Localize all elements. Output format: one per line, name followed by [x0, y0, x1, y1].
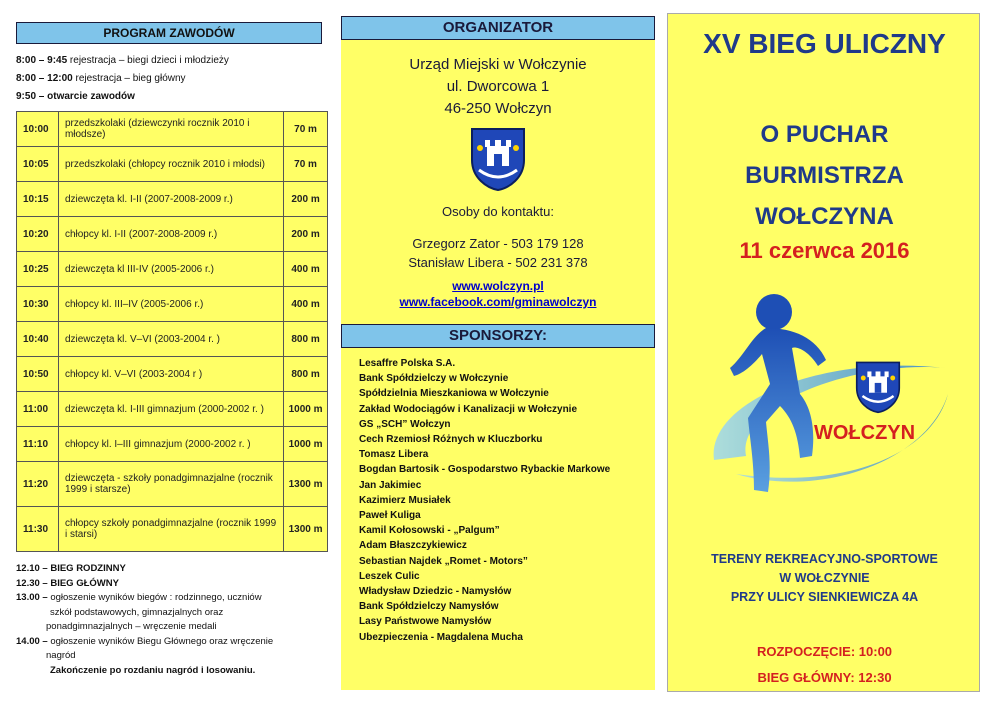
schedule-row [17, 112, 328, 147]
schedule-description: dziewczęta - szkoły ponadgimnazjalne (rocznik 1999 i starsze) [58, 462, 283, 507]
schedule-row [17, 507, 328, 552]
schedule-row [17, 182, 328, 217]
schedule-description: chłopcy kl. V–VI (2003-2004 r ) [58, 357, 283, 392]
bullet-icon [345, 493, 359, 508]
runner-logo-icon [696, 284, 966, 504]
sponsor-name: Kazimierz Musiałek [359, 494, 451, 506]
event-date: 11 czerwca 2016 [739, 238, 910, 263]
address-line: 46-250 Wołczyn [444, 100, 552, 117]
schedule-distance: 1000 m [284, 427, 328, 462]
organizer-address [341, 54, 655, 120]
pre-line: 8:00 – 12:00 rejestracja – bieg główny [16, 73, 186, 84]
schedule-distance: 800 m [284, 357, 328, 392]
schedule-row [17, 357, 328, 392]
sponsor-name: Paweł Kuliga [359, 510, 421, 522]
sponsor-name: Leszek Culic [359, 570, 420, 582]
contacts-list [341, 234, 655, 272]
title-panel [667, 13, 980, 692]
post-line: 12.10 – BIEG RODZINNY [16, 563, 126, 574]
sponsor-name: Kamil Kołosowski - „Palgum” [359, 525, 500, 537]
organizer-panel [341, 16, 655, 690]
post-line: 13.00 – ogłoszenie wyników biegów : rodzinnego, uczniów [16, 592, 262, 603]
schedule-row [17, 392, 328, 427]
sponsor-name: Władysław Dziedzic - Namysłów [359, 586, 512, 598]
sponsor-item [345, 478, 651, 493]
pre-line: 9:50 – otwarcie zawodów [16, 91, 135, 102]
start-time: ROZPOCZĘCIE: 10:00 [756, 644, 893, 659]
facebook-link[interactable]: www.facebook.com/gminawolczyn [399, 295, 597, 309]
schedule-distance: 400 m [284, 252, 328, 287]
schedule-table [16, 111, 328, 552]
bullet-icon [345, 356, 359, 371]
sponsor-name: Spółdzielnia Mieszkaniowa w Wołczynie [359, 388, 549, 400]
schedule-description: chłopcy szkoły ponadgimnazjalne (rocznik 1999 i starsi) [58, 507, 283, 552]
address-line: ul. Dworcowa 1 [446, 78, 550, 95]
sponsor-item [345, 417, 651, 432]
schedule-description: dziewczęta kl. V–VI (2003-2004 r. ) [58, 322, 283, 357]
sponsor-item [345, 462, 651, 477]
schedule-distance: 1000 m [284, 392, 328, 427]
bullet-icon [345, 508, 359, 523]
schedule-distance: 1300 m [284, 507, 328, 552]
venue [668, 550, 981, 607]
schedule-distance: 200 m [284, 182, 328, 217]
venue-line: PRZY ULICY SIENKIEWICZA 4A [730, 590, 919, 604]
event-title: XV BIEG ULICZNY [703, 28, 946, 59]
event-subtitle [668, 114, 981, 237]
city-name: WOŁCZYN [814, 422, 916, 444]
sponsor-name: Lesaffre Polska S.A. [359, 358, 456, 369]
schedule-time: 11:20 [17, 462, 59, 507]
schedule-row [17, 322, 328, 357]
schedule-description: chłopcy kl. I–III gimnazjum (2000-2002 r. ) [58, 427, 283, 462]
schedule-time: 11:00 [17, 392, 59, 427]
contact-line: Stanisław Libera - 502 231 378 [408, 255, 588, 270]
schedule-time: 10:20 [17, 217, 59, 252]
schedule-distance: 200 m [284, 217, 328, 252]
post-line: szkół podstawowych, gimnazjalnych oraz [50, 606, 224, 618]
bullet-icon [345, 371, 359, 386]
sponsor-item [345, 356, 651, 371]
afternoon-program [16, 562, 326, 678]
sponsor-item [345, 630, 651, 645]
schedule-distance: 70 m [284, 147, 328, 182]
website-link[interactable]: www.wolczyn.pl [452, 279, 544, 293]
schedule-description: chłopcy kl. I-II (2007-2008-2009 r.) [58, 217, 283, 252]
contacts-label: Osoby do kontaktu: [441, 204, 554, 219]
schedule-row [17, 287, 328, 322]
sponsor-name: GS „SCH” Wołczyn [359, 418, 451, 430]
post-line: ponadgimnazjalnych – wręczenie medali [46, 621, 217, 632]
bullet-icon [345, 417, 359, 432]
bullet-icon [345, 478, 359, 493]
bullet-icon [345, 538, 359, 553]
schedule-description: dziewczęta kl. I-II (2007-2008-2009 r.) [58, 182, 283, 217]
bullet-icon [345, 584, 359, 599]
schedule-distance: 70 m [284, 112, 328, 147]
sponsor-item [345, 493, 651, 508]
schedule-time: 10:25 [17, 252, 59, 287]
sponsor-item [345, 508, 651, 523]
organizer-header: ORGANIZATOR [341, 16, 655, 40]
sponsor-item [345, 402, 651, 417]
schedule-time: 11:10 [17, 427, 59, 462]
post-line: 14.00 – ogłoszenie wyników Biegu Głównego oraz wręczenie [16, 635, 274, 647]
subtitle-line: WOŁCZYNA [755, 203, 894, 230]
schedule-row [17, 427, 328, 462]
address-line: Urząd Miejski w Wołczynie [409, 56, 587, 73]
sponsor-item [345, 386, 651, 401]
bullet-icon [345, 462, 359, 477]
schedule-distance: 400 m [284, 287, 328, 322]
sponsor-item [345, 614, 651, 629]
program-header: PROGRAM ZAWODÓW [16, 22, 322, 44]
schedule-time: 10:05 [17, 147, 59, 182]
sponsor-name: Adam Błaszczykiewicz [359, 540, 467, 552]
sponsor-name: Lasy Państwowe Namysłów [359, 616, 492, 628]
sponsor-name: Bank Spółdzielczy Namysłów [359, 601, 499, 613]
schedule-description: chłopcy kl. III–IV (2005-2006 r.) [58, 287, 283, 322]
venue-line: TERENY REKREACYJNO-SPORTOWE [711, 552, 938, 566]
schedule-row [17, 252, 328, 287]
sponsor-item [345, 371, 651, 386]
schedule-distance: 1300 m [284, 462, 328, 507]
schedule-row [17, 147, 328, 182]
contact-line: Grzegorz Zator - 503 179 128 [412, 236, 584, 251]
schedule-time: 10:30 [17, 287, 59, 322]
sponsor-item [345, 584, 651, 599]
bullet-icon [345, 599, 359, 614]
schedule-time: 10:50 [17, 357, 59, 392]
sponsor-name: Cech Rzemiosł Różnych w Kluczborku [359, 434, 543, 446]
schedule-description: przedszkolaki (dziewczynki rocznik 2010 i młodsze) [58, 112, 283, 147]
sponsor-item [345, 599, 651, 614]
sponsor-name: Tomasz Libera [359, 449, 429, 461]
bullet-icon [345, 447, 359, 462]
bullet-icon [345, 402, 359, 417]
pre-line: 8:00 – 9:45 rejestracja – biegi dzieci i młodzieży [16, 55, 229, 66]
bullet-icon [345, 386, 359, 401]
schedule-time: 10:00 [17, 112, 59, 147]
bullet-icon [345, 432, 359, 447]
schedule-row [17, 462, 328, 507]
schedule-row [17, 217, 328, 252]
sponsor-item [345, 569, 651, 584]
schedule-description: przedszkolaki (chłopcy rocznik 2010 i młodsi) [58, 147, 283, 182]
subtitle-line: BURMISTRZA [745, 162, 904, 189]
wolczyn-crest-icon [854, 360, 902, 414]
sponsor-name: Zakład Wodociągów i Kanalizacji w Wołczynie [359, 403, 578, 415]
sponsor-name: Ubezpieczenia - Magdalena Mucha [359, 631, 523, 643]
schedule-description: dziewczęta kl III-IV (2005-2006 r.) [58, 252, 283, 287]
wolczyn-crest-icon [469, 126, 527, 192]
schedule-distance: 800 m [284, 322, 328, 357]
bullet-icon [345, 630, 359, 645]
schedule-time: 10:15 [17, 182, 59, 217]
main-run-time: BIEG GŁÓWNY: 12:30 [757, 670, 892, 685]
sponsor-name: Jan Jakimiec [359, 479, 422, 491]
venue-line: W WOŁCZYNIE [779, 571, 870, 585]
subtitle-line: O PUCHAR [760, 121, 889, 148]
closing-line: Zakończenie po rozdaniu nagród i losowaniu. [50, 664, 256, 676]
bullet-icon [345, 523, 359, 538]
schedule-time: 10:40 [17, 322, 59, 357]
sponsor-name: Sebastian Najdek „Romet - Motors” [359, 555, 528, 567]
registration-info [16, 52, 229, 106]
bullet-icon [345, 554, 359, 569]
sponsor-item [345, 554, 651, 569]
sponsors-header: SPONSORZY: [341, 324, 655, 348]
sponsor-name: Bank Spółdzielczy w Wołczynie [359, 373, 509, 385]
schedule-description: dziewczęta kl. I-III gimnazjum (2000-2002 r. ) [58, 392, 283, 427]
bullet-icon [345, 614, 359, 629]
sponsor-item [345, 538, 651, 553]
post-line: 12.30 – BIEG GŁÓWNY [16, 577, 119, 589]
sponsor-name: Bogdan Bartosik - Gospodarstwo Rybackie Markowe [359, 464, 611, 476]
sponsors-list [345, 356, 651, 645]
schedule-time: 11:30 [17, 507, 59, 552]
sponsor-item [345, 447, 651, 462]
program-panel [10, 0, 322, 702]
post-line: nagród [46, 650, 76, 661]
bullet-icon [345, 569, 359, 584]
sponsor-item [345, 432, 651, 447]
sponsor-item [345, 523, 651, 538]
links [341, 278, 655, 310]
